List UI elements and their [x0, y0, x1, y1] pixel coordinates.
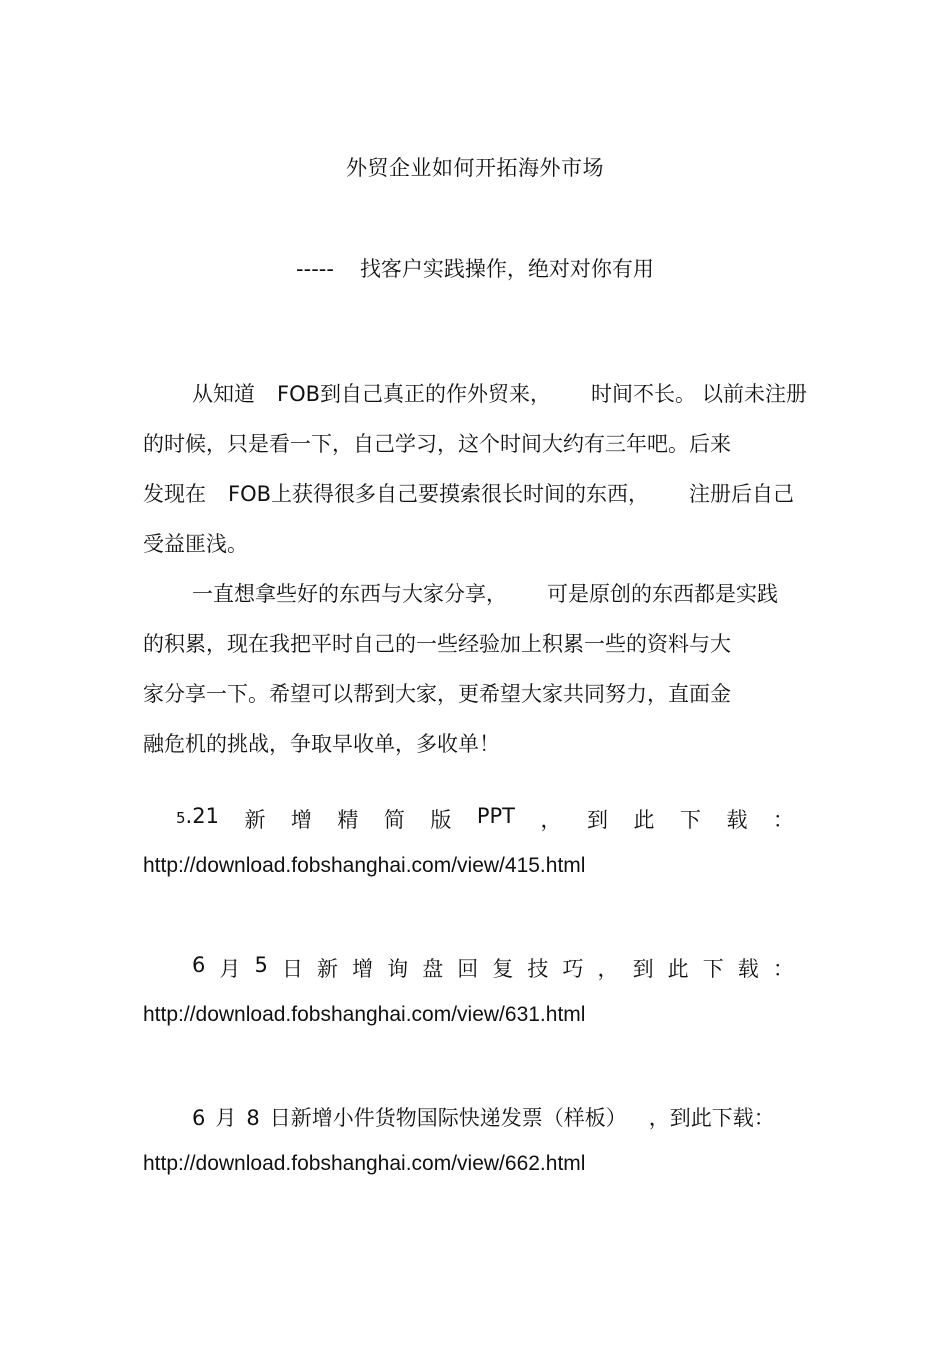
para1-line4: 受益匪浅。	[143, 532, 248, 556]
item3-download-link[interactable]: http://download.fobshanghai.com/view/662.html	[143, 1152, 586, 1175]
item2-char: 月	[219, 957, 241, 981]
item1-char: 精	[337, 808, 359, 832]
para1-line1	[192, 378, 807, 408]
item1-char: ：	[772, 808, 794, 832]
para2-line1	[192, 578, 778, 608]
item1-char: 版	[430, 808, 452, 832]
item1-char: 增	[290, 808, 312, 832]
item1-char: 此	[633, 808, 655, 832]
item1-char: 新	[244, 808, 266, 832]
para1-text: 发现在	[143, 482, 206, 506]
item1-download-link[interactable]: http://download.fobshanghai.com/view/415.html	[143, 854, 586, 877]
document-title: 外贸企业如何开拓海外市场	[346, 156, 604, 180]
document-subtitle	[0, 253, 950, 283]
item2-char: 巧	[562, 957, 584, 981]
item2-char: 此	[667, 957, 689, 981]
item2-char: 技	[527, 957, 549, 981]
item2-char: 下	[702, 957, 724, 981]
item3-heading	[192, 1102, 775, 1132]
item2-char: 载	[737, 957, 759, 981]
item2-char: 询	[387, 957, 409, 981]
item2-char: 回	[457, 957, 479, 981]
item2-char: 到	[632, 957, 654, 981]
para2-text: 一直想拿些好的东西与大家分享，	[192, 582, 507, 606]
para2-text: 可是原创的东西都是实践	[547, 582, 778, 606]
para1-text: 以前未注册	[702, 382, 808, 406]
item1-char: 简	[383, 808, 405, 832]
para1-text: FOB到自己真正的作外贸来，	[277, 382, 552, 406]
para1-line2: 的时候，只是看一下，自己学习，这个时间大约有三年吧。后来	[143, 432, 731, 456]
item3-text: ，到此下载：	[648, 1106, 775, 1130]
item2-download-link[interactable]: http://download.fobshanghai.com/view/631.html	[143, 1003, 586, 1026]
para1-text: 从知道	[192, 382, 255, 406]
item3-text: 月	[215, 1106, 237, 1130]
item1-char: 下	[679, 808, 701, 832]
item3-text: 8	[246, 1106, 260, 1130]
item2-char: 6	[192, 953, 206, 977]
item1-number: 5.21	[176, 804, 219, 828]
item1-char: 载	[726, 808, 748, 832]
item1-char: ，	[540, 808, 562, 832]
item1-char: PPT	[476, 804, 516, 828]
para1-text: 注册后自己	[689, 482, 795, 506]
item1-char: 到	[586, 808, 608, 832]
subtitle-text: 找客户实践操作，绝对对你有用	[359, 257, 654, 281]
para2-line4: 融危机的挑战，争取早收单，多收单！	[143, 732, 500, 756]
para2-line3: 家分享一下。希望可以帮到大家，更希望大家共同努力，直面金	[143, 682, 731, 706]
item2-char: 5	[254, 953, 268, 977]
para2-line2: 的积累，现在我把平时自己的一些经验加上积累一些的资料与大	[143, 632, 731, 656]
item2-char: 日	[281, 957, 303, 981]
item2-char: 盘	[422, 957, 444, 981]
item2-heading	[192, 953, 794, 983]
para1-text: FOB上获得很多自己要摸索很长时间的东西，	[228, 482, 650, 506]
item3-text: 6	[192, 1106, 206, 1130]
item1-heading	[176, 804, 794, 834]
subtitle-dash: -----	[296, 257, 334, 281]
item2-char: ，	[597, 957, 619, 981]
item2-char: 增	[352, 957, 374, 981]
item2-char: 复	[492, 957, 514, 981]
para1-line3	[143, 478, 794, 508]
item3-text: 日新增小件货物国际快递发票（样板）	[269, 1106, 627, 1130]
para1-text: 时间不长。	[591, 382, 697, 406]
item2-char: ：	[772, 957, 794, 981]
item2-char: 新	[317, 957, 338, 981]
